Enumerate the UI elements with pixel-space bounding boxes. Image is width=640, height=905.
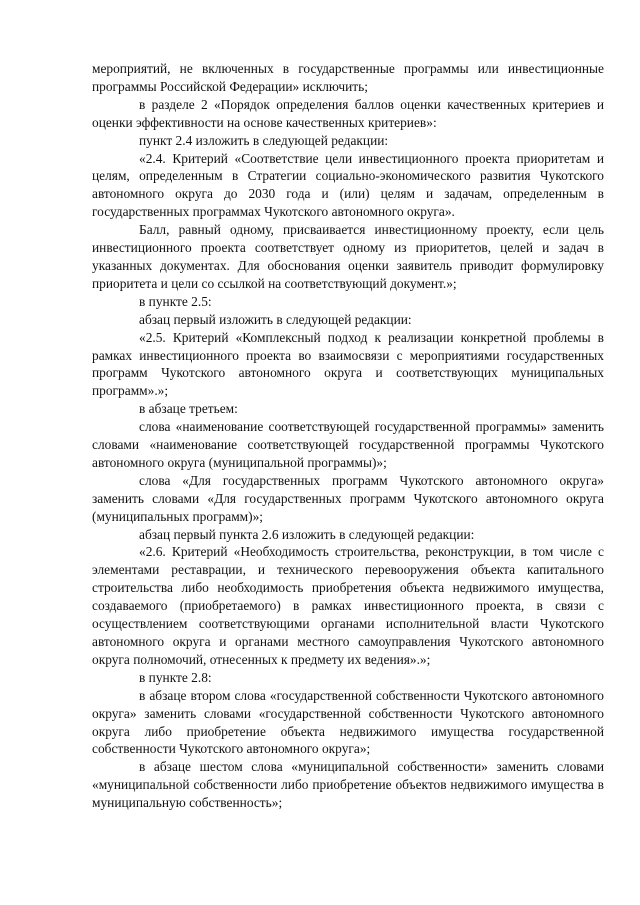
paragraph-12: абзац первый пункта 2.6 изложить в следующей редакции: — [139, 526, 475, 542]
paragraph-2: в разделе 2 «Порядок определения баллов оценки качественных критериев и оценки эффективности на основе качественных критериев»: — [92, 96, 604, 130]
paragraph-9: в абзаце третьем: — [139, 401, 238, 417]
paragraph-11: слова «Для государственных программ Чукотского автономного округа» заменить словами «Для государственных программ Чукотского автономного округа (муниципальных программ)»; — [92, 472, 604, 524]
paragraph-5: Балл, равный одному, присваивается инвестиционному проекту, если цель инвестиционного проекта соответствует одному из приоритетов, целей и задач в указанных документах. Для обоснования оценки заявитель приводит формулировку приоритета и цели со ссылкой на соответствующий документ.»; — [92, 222, 604, 291]
paragraph-10: слова «наименование соответствующей государственной программы» заменить словами «наименование соответствующей государственной программы Чукотского автономного округа (муниципальной программы)»; — [92, 419, 604, 470]
paragraph-16: в абзаце шестом слова «муниципальной собственности» заменить словами «муниципальной собственности либо приобретение объектов недвижимого имущества в муниципальную собственность»; — [92, 759, 604, 811]
paragraph-8: «2.5. Критерий «Комплексный подход к реализации конкретной проблемы в рамках инвестиционного проекта во взаимосвязи с мероприятиями государственных программ Чукотского автономного округа и соответствующих муниципальных программ».»; — [92, 329, 604, 399]
paragraph-7: абзац первый изложить в следующей редакции: — [139, 311, 412, 327]
paragraph-4: «2.4. Критерий «Соответствие цели инвестиционного проекта приоритетам и целям, определенным в Стратегии социально-экономического развития Чукотского автономного округа до 2030 года и (или) целям и задачам, определенным в государственных программах Чукотского автономного округа». — [92, 150, 604, 220]
paragraph-1: мероприятий, не включенных в государственные программы или инвестиционные программы Российской Федерации» исключить; — [92, 61, 604, 94]
paragraph-6: в пункте 2.5: — [139, 293, 212, 309]
paragraph-14: в пункте 2.8: — [139, 669, 212, 685]
paragraph-3: пункт 2.4 изложить в следующей редакции: — [139, 132, 389, 148]
paragraph-15: в абзаце втором слова «государственной собственности Чукотского автономного округа» заменить словами «государственной собственности Чукотского автономного округа либо приобретение объекта недвижимого имущества государственной собственности Чукотского автономного округа»; — [92, 687, 604, 757]
paragraph-13: «2.6. Критерий «Необходимость строительства, реконструкции, в том числе с элементами реставрации, и технического перевооружения объекта капитального строительства либо необходимость приобретения объекта недвижимого имущества, создаваемого (приобретаемого) в рамках инвестиционного проекта, в связи с осуществлением соответствующими органами исполнительной власти Чукотского автономного округа и органами местного самоуправления Чукотского автономного округа полномочий, отнесенных к предмету их ведения».»; — [92, 544, 604, 667]
